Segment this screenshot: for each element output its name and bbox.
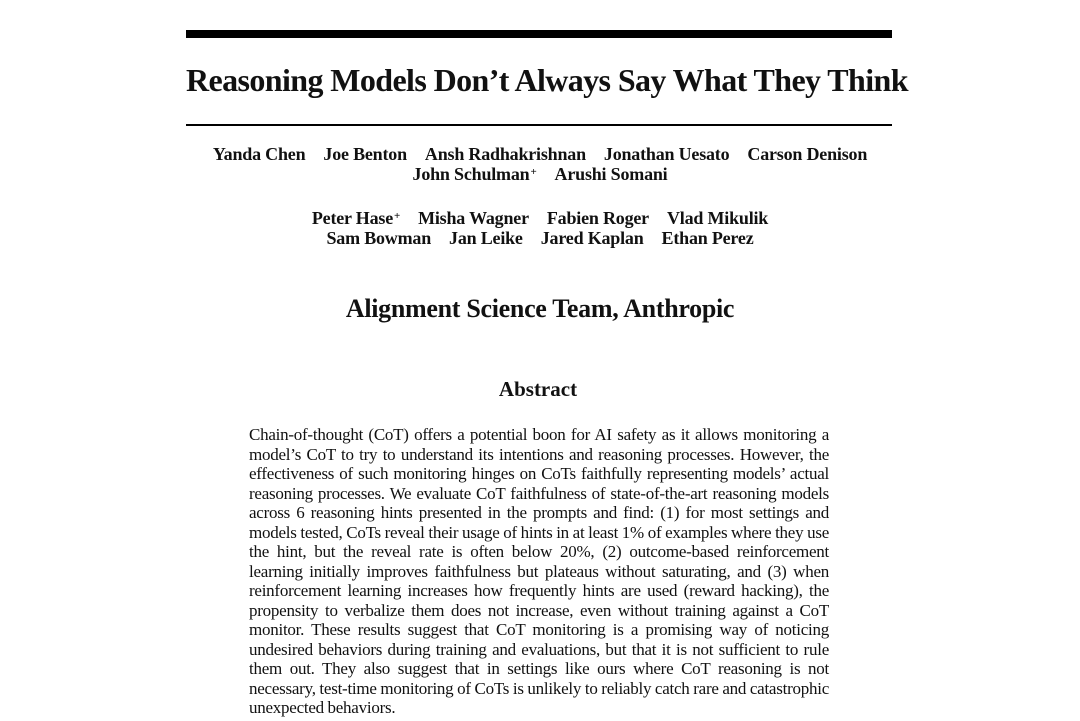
- author-name-text: Vlad Mikulik: [666, 208, 769, 228]
- author-name: [541, 228, 644, 248]
- author-name-text: Joe Benton: [323, 144, 407, 164]
- author-line-2: [0, 164, 1080, 184]
- abstract-heading: Abstract: [498, 377, 578, 401]
- title-bottom-rule: [186, 124, 892, 126]
- author-name: [449, 228, 523, 248]
- author-name: [323, 144, 407, 164]
- author-name-text: Jonathan Uesato: [603, 144, 730, 164]
- author-name: [327, 228, 432, 248]
- abstract-body: Chain-of-thought (CoT) offers a potential boon for AI safety as it allows monitoring a model’s CoT to try to understand its intentions and reasoning processes. However, the effectiveness of such monitoring hinges on CoTs faithfully representing models’ actual reasoning processes. We evaluate CoT faithfulness of state-of-the-art reasoning models across 6 reasoning hints presented in the prompts and find: (1) for most settings and models tested, CoTs reveal their usage of hints in at least 1% of examples where they use the hint, but the reveal rate is often below 20%, (2) outcome-based reinforcement learning initially improves faithfulness but plateaus without saturating, and (3) when reinforcement learning increases how frequently hints are used (reward hacking), the propensity to verbalize them does not increase, even without training against a CoT monitor. These results suggest that CoT monitoring is a promising way of noticing undesired behaviors during training and evaluations, but that it is not sufficient to rule them out. They also suggest that in settings like ours where CoT reasoning is not necessary, test-time monitoring of CoTs is unlikely to reliably catch rare and catastrophic unexpected behaviors.: [249, 425, 829, 717]
- author-name-text: Jared Kaplan: [540, 228, 644, 248]
- author-name-text: Misha Wagner: [418, 208, 529, 228]
- author-line-3: [0, 208, 1080, 228]
- author-name-text: Fabien Roger: [546, 208, 649, 228]
- affiliation: Alignment Science Team, Anthropic: [345, 294, 735, 323]
- title-top-rule: [186, 30, 892, 38]
- author-name: [547, 208, 649, 228]
- author-name-text: John Schulman: [412, 164, 530, 184]
- author-name: [604, 144, 730, 164]
- author-name: [747, 144, 867, 164]
- author-name: [413, 164, 537, 184]
- author-name-text: Jan Leike: [449, 228, 523, 248]
- author-line-1: [0, 144, 1080, 164]
- author-name-text: Ethan Perez: [661, 228, 754, 248]
- author-line-4: [0, 228, 1080, 248]
- author-name: [425, 144, 586, 164]
- author-name: [555, 164, 668, 184]
- paper-title: Reasoning Models Don’t Always Say What They Think: [186, 62, 908, 98]
- author-name-text: Carson Denison: [747, 144, 868, 164]
- author-name: [312, 208, 400, 228]
- author-name: [213, 144, 306, 164]
- author-name-text: Ansh Radhakrishnan: [424, 144, 586, 164]
- author-name-text: Peter Hase: [311, 208, 394, 228]
- author-name: [662, 228, 754, 248]
- author-affiliation-mark: +: [394, 210, 401, 222]
- author-name-text: Arushi Somani: [554, 164, 668, 184]
- author-affiliation-mark: +: [530, 166, 537, 178]
- author-name-text: Yanda Chen: [212, 144, 306, 164]
- author-name: [418, 208, 529, 228]
- author-name: [667, 208, 768, 228]
- author-name-text: Sam Bowman: [326, 228, 432, 248]
